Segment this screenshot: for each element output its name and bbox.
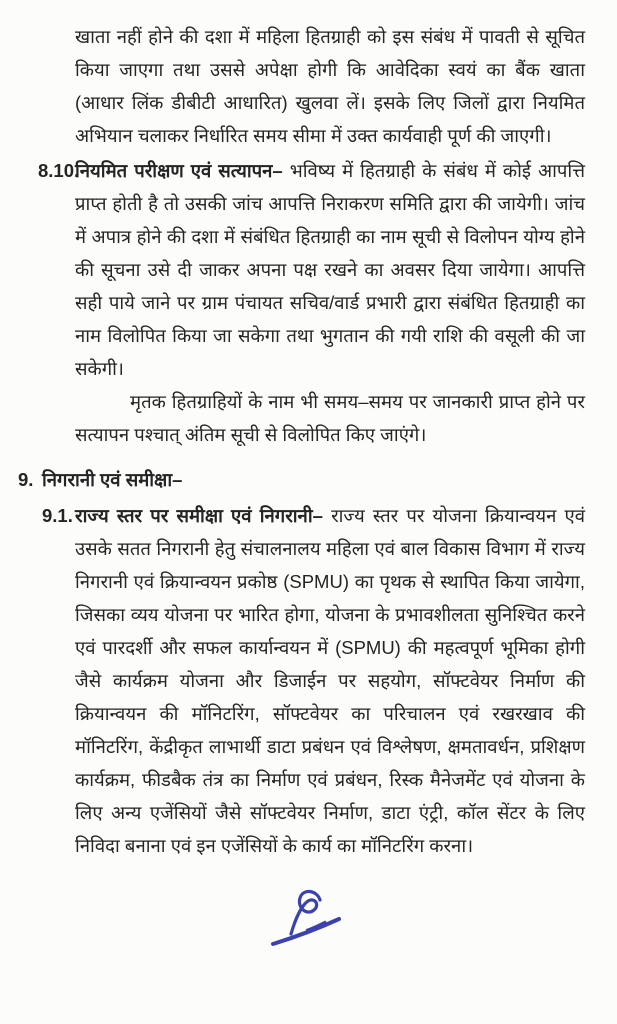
item-8-10-subparagraph: मृतक हितग्राहियों के नाम भी समय–समय पर जानकारी प्राप्त होने पर सत्यापन पश्चात् अंतिम सूची से विलोपित किए जाएंगे। [75, 391, 585, 445]
item-8-10-body: भविष्य में हितग्राही के संबंध में कोई आपत्ति प्राप्त होती है तो उसकी जांच आपत्ति निराकरण समिति द्वारा की जायेगी। जांच में अपात्र होने की दशा में संबंधित हितग्राही का नाम सूची से विलोपन योग्य होने की सूचना उसे दी जाकर अपना पक्ष रखने का अवसर दिया जायेगा। आपत्ति सही पाये जाने पर ग्राम पंचायत सचिव/वार्ड प्रभारी द्वारा संबंधित हितग्राही का नाम विलोपित किया जा सकेगा तथा भुगतान की गयी राशि की वसूली की जा सकेगी। [75, 160, 586, 379]
item-8-10-heading: नियमित परीक्षण एवं सत्यापन– [75, 160, 283, 181]
item-9-1-heading: राज्य स्तर पर समीक्षा एवं निगरानी– [75, 505, 323, 526]
section-9-number: 9. [18, 469, 34, 490]
paragraph-continuation: खाता नहीं होने की दशा में महिला हितग्राही को इस संबंध में पावती से सूचित किया जाएगा तथा उससे अपेक्षा होगी कि आवेदिका स्वयं का बैंक खाता (आधार लिंक डीबीटी आधारित) खुलवा लें। इसके लिए जिलों द्वारा नियमित अभियान चलाकर निर्धारित समय सीमा में उक्त कार्यवाही पूर्ण की जाएगी। [75, 26, 585, 146]
item-8-10 [38, 154, 586, 385]
signature-mark [263, 884, 363, 956]
item-9-1 [42, 499, 586, 862]
item-9-1-number: 9.1. [42, 505, 73, 526]
item-8-10-number: 8.10. [38, 160, 80, 181]
section-9-title: निगरानी एवं समीक्षा– [42, 469, 183, 490]
item-9-1-body: राज्य स्तर पर योजना क्रियान्वयन एवं उसके सतत निगरानी हेतु संचालनालय महिला एवं बाल विकास विभाग में राज्य निगरानी एवं क्रियान्वयन प्रकोष्ठ (SPMU) का पृथक से स्थापित किया जायेगा, जिसका व्यय योजना पर भारित होगा, योजना के प्रभावशीलता सुनिश्चित करने एवं पारदर्शी और सफल कार्यान्वयन में (SPMU) की महत्वपूर्ण भूमिका होगी जैसे कार्यक्रम योजना और डिजाईन पर सहयोग, सॉफ्टवेयर निर्माण की क्रियान्वयन की मॉनिटरिंग, सॉफ्टवेयर का परिचालन एवं रखरखाव की मॉनिटरिंग, केंद्रीकृत लाभार्थी डाटा प्रबंधन एवं विश्लेषण, क्षमतावर्धन, प्रशिक्षण कार्यक्रम, फीडबैक तंत्र का निर्माण एवं प्रबंधन, रिस्क मैनेजमेंट एवं योजना के लिए अन्य एजेंसियों जैसे सॉफ्टवेयर निर्माण, डाटा एंट्री, कॉल सेंटर के लिए निविदा बनाना एवं इन एजेंसियों के कार्य का मॉनिटरिंग करना। [75, 505, 586, 856]
section-9-heading [18, 463, 585, 496]
signature-slash-stroke [273, 919, 339, 944]
